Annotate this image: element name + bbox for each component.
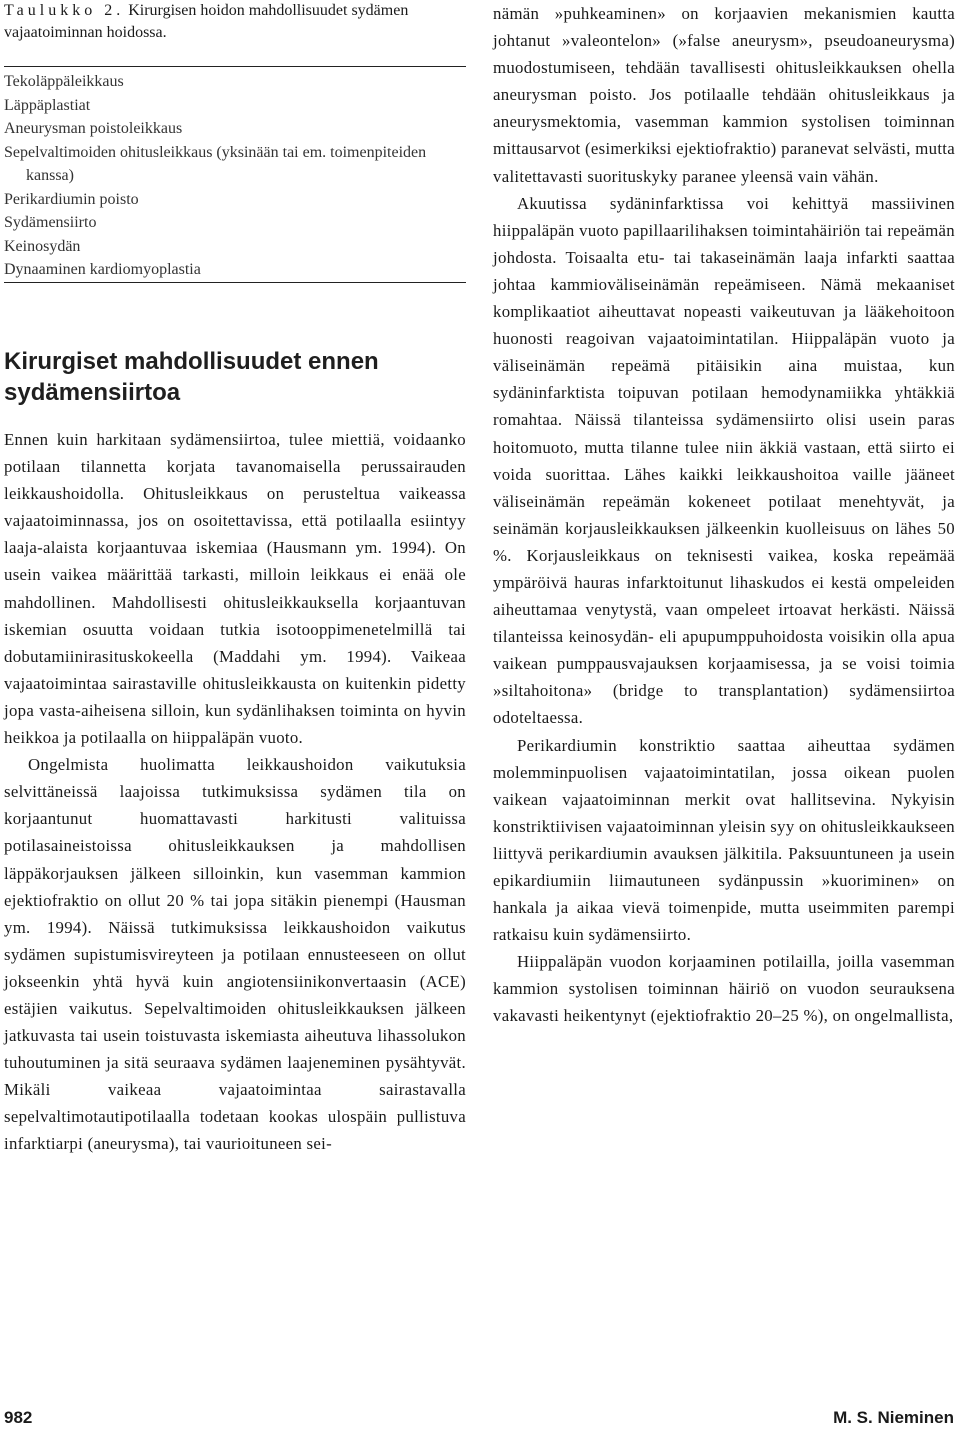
paragraph: nämän »puhkeaminen» on korjaavien mekanismien kautta johtanut »valeontelon» (»false aneurysm», pseudoaneurysma) muodostumiseen, tehdään tavallisesti ohitusleikkauksen ohella aneurysman poisto. Jos potilaalle tehdään ohitusleikkaus ja aneurysmektomia, vasemman kammion systolisen toiminnan mittausarvot (esimerkiksi ejektiofraktio) paranevat selvästi, mutta valitettavasti suorituskyky paranee yleensä vain vähän. (493, 4, 955, 186)
paragraph: Hiippaläpän vuodon korjaaminen potilailla, joilla vasemman kammion systolisen toiminnan häiriö on vuodon seurauksena vakavasti heikentynyt (ejektiofraktio 20–25 %), on ongelmallista, (493, 952, 955, 1026)
table-caption-text: Kirurgisen hoidon mahdollisuudet sydämen vajaatoiminnan hoidossa. (4, 2, 409, 41)
table-row: Sepelvaltimoiden ohitusleikkaus (yksinään tai em. toimenpiteiden kanssa) (4, 143, 427, 184)
table-caption-label: Taulukko 2. (4, 2, 125, 19)
table-row: Dynaaminen kardiomyoplastia (4, 261, 201, 278)
table-row: Läppäplastiat (4, 96, 91, 114)
section-heading: Kirurgiset mahdollisuudet ennen sydämensiirtoa (4, 348, 379, 406)
table-caption (4, 0, 466, 44)
paragraph: Ennen kuin harkitaan sydämensiirtoa, tulee miettiä, voidaanko potilaan tilannetta korjata tavanomaisella perussairauden leikkaushoidolla. Ohitusleikkaus on perusteltua vaikeassa vajaatoiminnassa, jos on osoitettavissa, että potilaalla esiintyy laaja-alaista korjaantuvaa iskemiaa (Hausmann ym. 1994). On usein vaikea määrittää tarkasti, milloin leikkaus ei enää ole mahdollinen. Mahdollisesti ohitusleikkauksella korjaantuvan iskemian osuutta voidaan tutkia isotooppimenetelmillä tai dobutamiinirasituskokeella (Maddahi ym. 1994). Vaikeaa vajaatoimintaa sairastaville ohitusleikkausta on kuitenkin pidetty jopa vasta-aiheisena silloin, kun sydänlihaksen toiminta on hyvin heikkoa ja potilaalla on hiippaläpän vuoto. (4, 430, 466, 748)
table-rows (4, 70, 466, 282)
table-2 (4, 0, 466, 278)
table-row: Sydämensiirto (4, 214, 97, 231)
table-bottom-rule (4, 282, 466, 283)
table-row: Perikardiumin poisto (4, 190, 139, 208)
table-row: Aneurysman poistoleikkaus (4, 120, 183, 137)
paragraph: Akuutissa sydäninfarktissa voi kehittyä massiivinen hiippaläpän vuoto papillaarilihaksen toimintahäiriön tai repeämän johdosta. Toisaalta etu- tai takaseinämän laaja infarkti saattaa johtaa kammioväliseinämän repeämiseen. Nämä mekaaniset komplikaatiot aiheuttavat nopeasti vaikeutuvan ja lääkehoitoon huonosti reagoivan vajaatoimintatilan. Hiippaläpän vuoto ja väliseinämän repeämä pitäisikin aina muistaa, kun sydäninfarktista toipuvan potilaan hemodynamiikka yhtäkkiä romahtaa. Näissä tilanteissa sydämensiirto olisi usein paras hoitomuoto, mutta tilanne tulee niin äkkiä vastaan, että siirto ei voida suorittaa. Lähes kaikki leikkaushoitoa vaille jääneet väliseinämän repeämän kokeneet potilaat menehtyvät, ja seinämän korjausleikkauksen jälkeenkin kuolleisuus on lähes 50 %. Korjausleikkaus on teknisesti vaikea, koska repeämää ympäröivä hauras infarktoitunut lihaskudos ei kestä ompeleiden aiheuttamaa venytystä, vaan ompeleet irtoavat herkästi. Näissä tilanteissa keinosydän- eli apupumppuhoidosta voisikin olla apua vaikean pumppausvajauksen korjaamisessa, ja se voisi toimia »siltahoitona» (bridge to transplantation) sydämensiirtoa odoteltaessa. (493, 193, 955, 728)
page-number: 982 (4, 1408, 33, 1427)
table-row: Tekoläppäleikkaus (4, 73, 124, 90)
table-top-rule (4, 66, 466, 67)
right-column-text (493, 0, 955, 1030)
paragraph: Ongelmista huolimatta leikkaushoidon vaikutuksia selvittäneissä laajoissa tutkimuksissa sydämen tila on korjaantunut huomattavasti harkitusti valituissa potilasaineistoissa ohitusleikkauksen ja mahdollisen läppäkorjauksen jälkeen silloinkin, kun vasemman kammion ejektiofraktio on ollut 20 % tai jopa sitäkin pienempi (Hausman ym. 1994). Näissä tutkimuksissa leikkaushoidon vaikutus sydämen supistumisvireyteen ja potilaan ennusteeseen on ollut jokseenkin yhtä hyvä kuin angiotensiinikonvertaasin (ACE) estäjien vaikutus. Sepelvaltimoiden ohitusleikkauksen jälkeen jatkuvasta tai usein toistuvasta iskemiasta aiheutuva lihassolukon tuhoutuminen ja sitä seuraava sydämen laajeneminen pysähtyvät. Mikäli vaikeaa vajaatoimintaa sairastavalla sepelvaltimotautipotilaalla todetaan kookas ulospäin pullistuva infarktiarpi (aneurysma), tai vaurioituneen sei- (4, 755, 466, 1154)
paragraph: Perikardiumin konstriktio saattaa aiheuttaa sydämen molemminpuolisen vajaatoimintatilan, jossa oikean puolen vaikean vajaatoiminnan merkit ovat hallitsevina. Nykyisin konstriktiivisen vajaatoiminnan yleisin syy on ohitusleikkaukseen liittyvä perikardiumin avauksen jälkitila. Paksuuntuneen ja usein epikardiumiin liimautuneen sydänpussin »kuoriminen» on hankala ja aikaa vievä toimenpide, mutta useimmiten parempi ratkaisu kuin sydämensiirto. (493, 735, 955, 945)
table-row: Keinosydän (4, 237, 81, 255)
author-name: M. S. Nieminen (833, 1408, 954, 1427)
left-column-text (4, 426, 466, 1158)
